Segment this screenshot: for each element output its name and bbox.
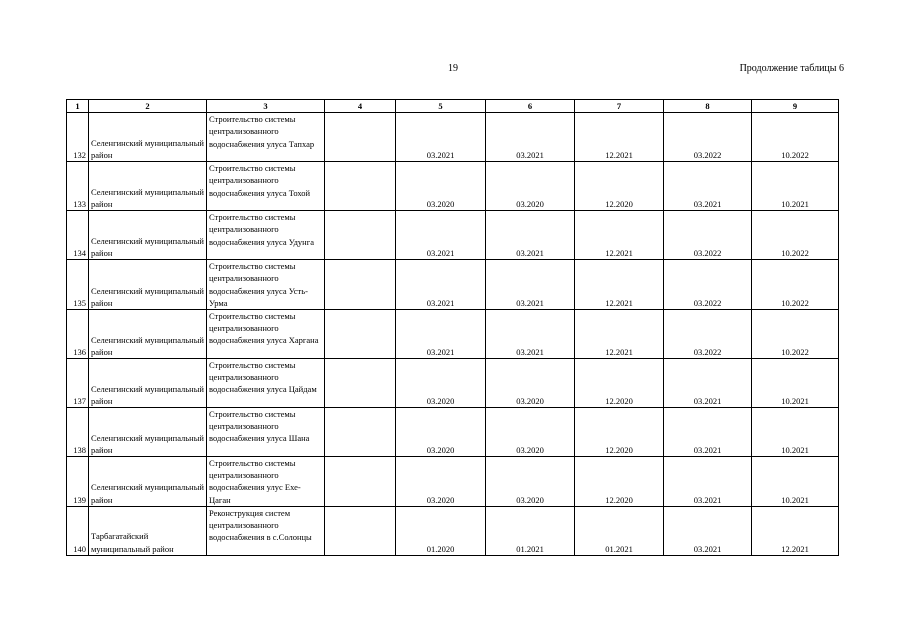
column-8-date-cell: 03.2022 xyxy=(664,113,752,162)
column-7-date-cell: 12.2021 xyxy=(575,211,664,260)
column-5-date-cell: 03.2021 xyxy=(396,310,486,359)
column-4-cell xyxy=(325,260,396,310)
column-5-date-cell: 03.2020 xyxy=(396,359,486,408)
column-6-date-cell: 03.2021 xyxy=(486,113,575,162)
table-row xyxy=(67,113,839,162)
column-header: 6 xyxy=(486,100,575,113)
table-row xyxy=(67,260,839,310)
district-cell: Селенгинский муниципальный район xyxy=(89,408,207,457)
table-row xyxy=(67,408,839,457)
column-7-date-cell: 12.2021 xyxy=(575,310,664,359)
column-4-cell xyxy=(325,359,396,408)
row-number: 135 xyxy=(67,260,89,310)
column-9-date-cell: 10.2021 xyxy=(752,457,839,507)
column-4-cell xyxy=(325,211,396,260)
column-7-date-cell: 12.2021 xyxy=(575,113,664,162)
district-cell: Селенгинский муниципальный район xyxy=(89,162,207,211)
table-row xyxy=(67,310,839,359)
column-7-date-cell: 12.2021 xyxy=(575,260,664,310)
column-9-date-cell: 10.2022 xyxy=(752,211,839,260)
row-number: 137 xyxy=(67,359,89,408)
column-header: 1 xyxy=(67,100,89,113)
column-5-date-cell: 01.2020 xyxy=(396,506,486,555)
row-number: 133 xyxy=(67,162,89,211)
district-cell: Селенгинский муниципальный район xyxy=(89,310,207,359)
column-4-cell xyxy=(325,457,396,507)
project-name-cell: Строительство системы централизованного водоснабжения улуса Цайдам xyxy=(207,359,325,408)
table-continuation-label: Продолжение таблицы 6 xyxy=(739,63,844,74)
column-header: 8 xyxy=(664,100,752,113)
column-9-date-cell: 12.2021 xyxy=(752,506,839,555)
column-9-date-cell: 10.2022 xyxy=(752,113,839,162)
table-body xyxy=(67,113,839,556)
column-5-date-cell: 03.2020 xyxy=(396,162,486,211)
header-row xyxy=(67,100,839,113)
column-header: 7 xyxy=(575,100,664,113)
column-8-date-cell: 03.2022 xyxy=(664,211,752,260)
column-6-date-cell: 03.2020 xyxy=(486,162,575,211)
column-9-date-cell: 10.2021 xyxy=(752,359,839,408)
column-6-date-cell: 01.2021 xyxy=(486,506,575,555)
page-number: 19 xyxy=(448,63,458,74)
project-name-cell: Строительство системы централизованного водоснабжения улуса Тапхар xyxy=(207,113,325,162)
table-row xyxy=(67,162,839,211)
row-number: 132 xyxy=(67,113,89,162)
district-cell: Тарбагатайский муниципальный район xyxy=(89,506,207,555)
column-4-cell xyxy=(325,506,396,555)
district-cell: Селенгинский муниципальный район xyxy=(89,211,207,260)
table-row xyxy=(67,211,839,260)
column-7-date-cell: 12.2020 xyxy=(575,457,664,507)
row-number: 134 xyxy=(67,211,89,260)
column-5-date-cell: 03.2020 xyxy=(396,457,486,507)
column-5-date-cell: 03.2021 xyxy=(396,260,486,310)
column-header: 4 xyxy=(325,100,396,113)
project-name-cell: Реконструкция систем централизованного водоснабжения в с.Солонцы xyxy=(207,506,325,555)
project-name-cell: Строительство системы централизованного водоснабжения улуса Харгана xyxy=(207,310,325,359)
row-number: 138 xyxy=(67,408,89,457)
column-9-date-cell: 10.2021 xyxy=(752,162,839,211)
table-header xyxy=(67,100,839,113)
column-6-date-cell: 03.2021 xyxy=(486,310,575,359)
column-8-date-cell: 03.2021 xyxy=(664,408,752,457)
column-header: 2 xyxy=(89,100,207,113)
column-4-cell xyxy=(325,162,396,211)
column-header: 5 xyxy=(396,100,486,113)
district-cell: Селенгинский муниципальный район xyxy=(89,260,207,310)
column-6-date-cell: 03.2020 xyxy=(486,457,575,507)
district-cell: Селенгинский муниципальный район xyxy=(89,359,207,408)
column-8-date-cell: 03.2021 xyxy=(664,162,752,211)
column-header: 9 xyxy=(752,100,839,113)
column-5-date-cell: 03.2020 xyxy=(396,408,486,457)
column-4-cell xyxy=(325,408,396,457)
column-7-date-cell: 12.2020 xyxy=(575,162,664,211)
project-name-cell: Строительство системы централизованного водоснабжения улуса Усть-Урма xyxy=(207,260,325,310)
column-9-date-cell: 10.2021 xyxy=(752,408,839,457)
data-table xyxy=(66,99,839,556)
column-8-date-cell: 03.2021 xyxy=(664,359,752,408)
table-row xyxy=(67,457,839,507)
column-6-date-cell: 03.2021 xyxy=(486,211,575,260)
column-8-date-cell: 03.2022 xyxy=(664,260,752,310)
district-cell: Селенгинский муниципальный район xyxy=(89,457,207,507)
project-name-cell: Строительство системы централизованного водоснабжения улуса Удунга xyxy=(207,211,325,260)
table-row xyxy=(67,359,839,408)
column-8-date-cell: 03.2021 xyxy=(664,506,752,555)
column-9-date-cell: 10.2022 xyxy=(752,310,839,359)
column-6-date-cell: 03.2021 xyxy=(486,260,575,310)
project-name-cell: Строительство системы централизованного водоснабжения улус Ехе-Цаган xyxy=(207,457,325,507)
column-4-cell xyxy=(325,113,396,162)
column-7-date-cell: 01.2021 xyxy=(575,506,664,555)
column-6-date-cell: 03.2020 xyxy=(486,359,575,408)
column-6-date-cell: 03.2020 xyxy=(486,408,575,457)
column-9-date-cell: 10.2022 xyxy=(752,260,839,310)
column-5-date-cell: 03.2021 xyxy=(396,113,486,162)
table-row xyxy=(67,506,839,555)
column-7-date-cell: 12.2020 xyxy=(575,408,664,457)
column-8-date-cell: 03.2022 xyxy=(664,310,752,359)
project-name-cell: Строительство системы централизованного водоснабжения улуса Шана xyxy=(207,408,325,457)
row-number: 136 xyxy=(67,310,89,359)
column-header: 3 xyxy=(207,100,325,113)
column-7-date-cell: 12.2020 xyxy=(575,359,664,408)
row-number: 140 xyxy=(67,506,89,555)
column-4-cell xyxy=(325,310,396,359)
column-5-date-cell: 03.2021 xyxy=(396,211,486,260)
project-name-cell: Строительство системы централизованного водоснабжения улуса Тохой xyxy=(207,162,325,211)
row-number: 139 xyxy=(67,457,89,507)
district-cell: Селенгинский муниципальный район xyxy=(89,113,207,162)
column-8-date-cell: 03.2021 xyxy=(664,457,752,507)
